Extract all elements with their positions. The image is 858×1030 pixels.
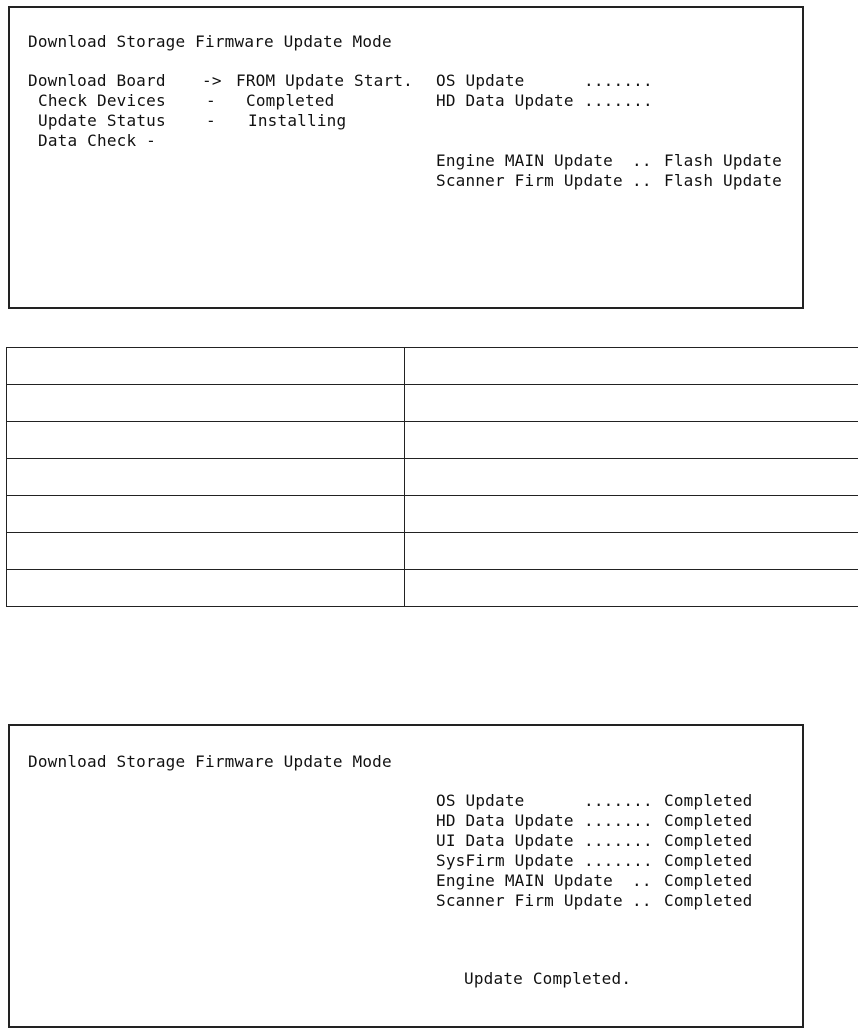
table-cell (405, 422, 858, 459)
table-cell (405, 459, 858, 496)
update-completed-message: Update Completed. (464, 969, 632, 988)
top-firmware-screen (8, 6, 804, 309)
bottom-right-value-sysfirm-update: Completed (664, 851, 753, 870)
top-right-label-engine-main-update: Engine MAIN Update (436, 151, 613, 170)
table-row (7, 348, 858, 385)
top-right-label-scanner-firm-update: Scanner Firm Update (436, 171, 623, 190)
table-cell (405, 570, 858, 607)
top-right-value-scanner-firm-update: Flash Update (664, 171, 782, 190)
bottom-right-dots-engine-main-update: .. (632, 871, 652, 890)
top-left-sep-download-board: -> (202, 71, 222, 90)
table-cell (405, 385, 858, 422)
table-row (7, 496, 858, 533)
bottom-screen-title: Download Storage Firmware Update Mode (28, 752, 392, 771)
top-left-label-download-board: Download Board (28, 71, 166, 90)
bottom-right-label-engine-main-update: Engine MAIN Update (436, 871, 613, 890)
bottom-right-label-hd-data-update: HD Data Update (436, 811, 574, 830)
bottom-right-value-ui-data-update: Completed (664, 831, 753, 850)
bottom-right-label-ui-data-update: UI Data Update (436, 831, 574, 850)
blank-table (6, 347, 858, 607)
top-right-value-engine-main-update: Flash Update (664, 151, 782, 170)
table-row (7, 570, 858, 607)
top-left-label-update-status: Update Status (38, 111, 166, 130)
bottom-right-label-scanner-firm-update: Scanner Firm Update (436, 891, 623, 910)
top-left-sep-update-status: - (206, 111, 216, 130)
top-left-sep-check-devices: - (206, 91, 216, 110)
table-cell (7, 533, 405, 570)
bottom-right-dots-sysfirm-update: ....... (584, 851, 653, 870)
bottom-right-value-scanner-firm-update: Completed (664, 891, 753, 910)
table-row (7, 385, 858, 422)
table-row (7, 533, 858, 570)
bottom-right-dots-hd-data-update: ....... (584, 811, 653, 830)
table-cell (7, 459, 405, 496)
top-screen-title: Download Storage Firmware Update Mode (28, 32, 392, 51)
table-cell (7, 570, 405, 607)
table-cell (405, 533, 858, 570)
top-right-dots-engine-main-update: .. (632, 151, 652, 170)
top-left-value-check-devices: Completed (246, 91, 335, 110)
table-row (7, 422, 858, 459)
bottom-firmware-screen (8, 724, 804, 1028)
bottom-right-dots-ui-data-update: ....... (584, 831, 653, 850)
bottom-right-value-os-update: Completed (664, 791, 753, 810)
table-row (7, 459, 858, 496)
table-cell (405, 496, 858, 533)
bottom-right-dots-scanner-firm-update: .. (632, 891, 652, 910)
top-right-label-os-update: OS Update (436, 71, 525, 90)
table-cell (405, 348, 858, 385)
table-cell (7, 348, 405, 385)
top-right-dots-os-update: ....... (584, 71, 653, 90)
bottom-right-value-engine-main-update: Completed (664, 871, 753, 890)
bottom-right-value-hd-data-update: Completed (664, 811, 753, 830)
bottom-right-label-os-update: OS Update (436, 791, 525, 810)
top-left-label-check-devices: Check Devices (38, 91, 166, 110)
top-right-dots-hd-data-update: ....... (584, 91, 653, 110)
top-left-value-download-board: FROM Update Start. (236, 71, 413, 90)
table-cell (7, 422, 405, 459)
top-right-dots-scanner-firm-update: .. (632, 171, 652, 190)
top-left-value-update-status: Installing (248, 111, 347, 130)
bottom-right-label-sysfirm-update: SysFirm Update (436, 851, 574, 870)
table-cell (7, 496, 405, 533)
top-right-label-hd-data-update: HD Data Update (436, 91, 574, 110)
bottom-right-dots-os-update: ....... (584, 791, 653, 810)
top-left-label-data-check: Data Check - (38, 131, 156, 150)
table-cell (7, 385, 405, 422)
